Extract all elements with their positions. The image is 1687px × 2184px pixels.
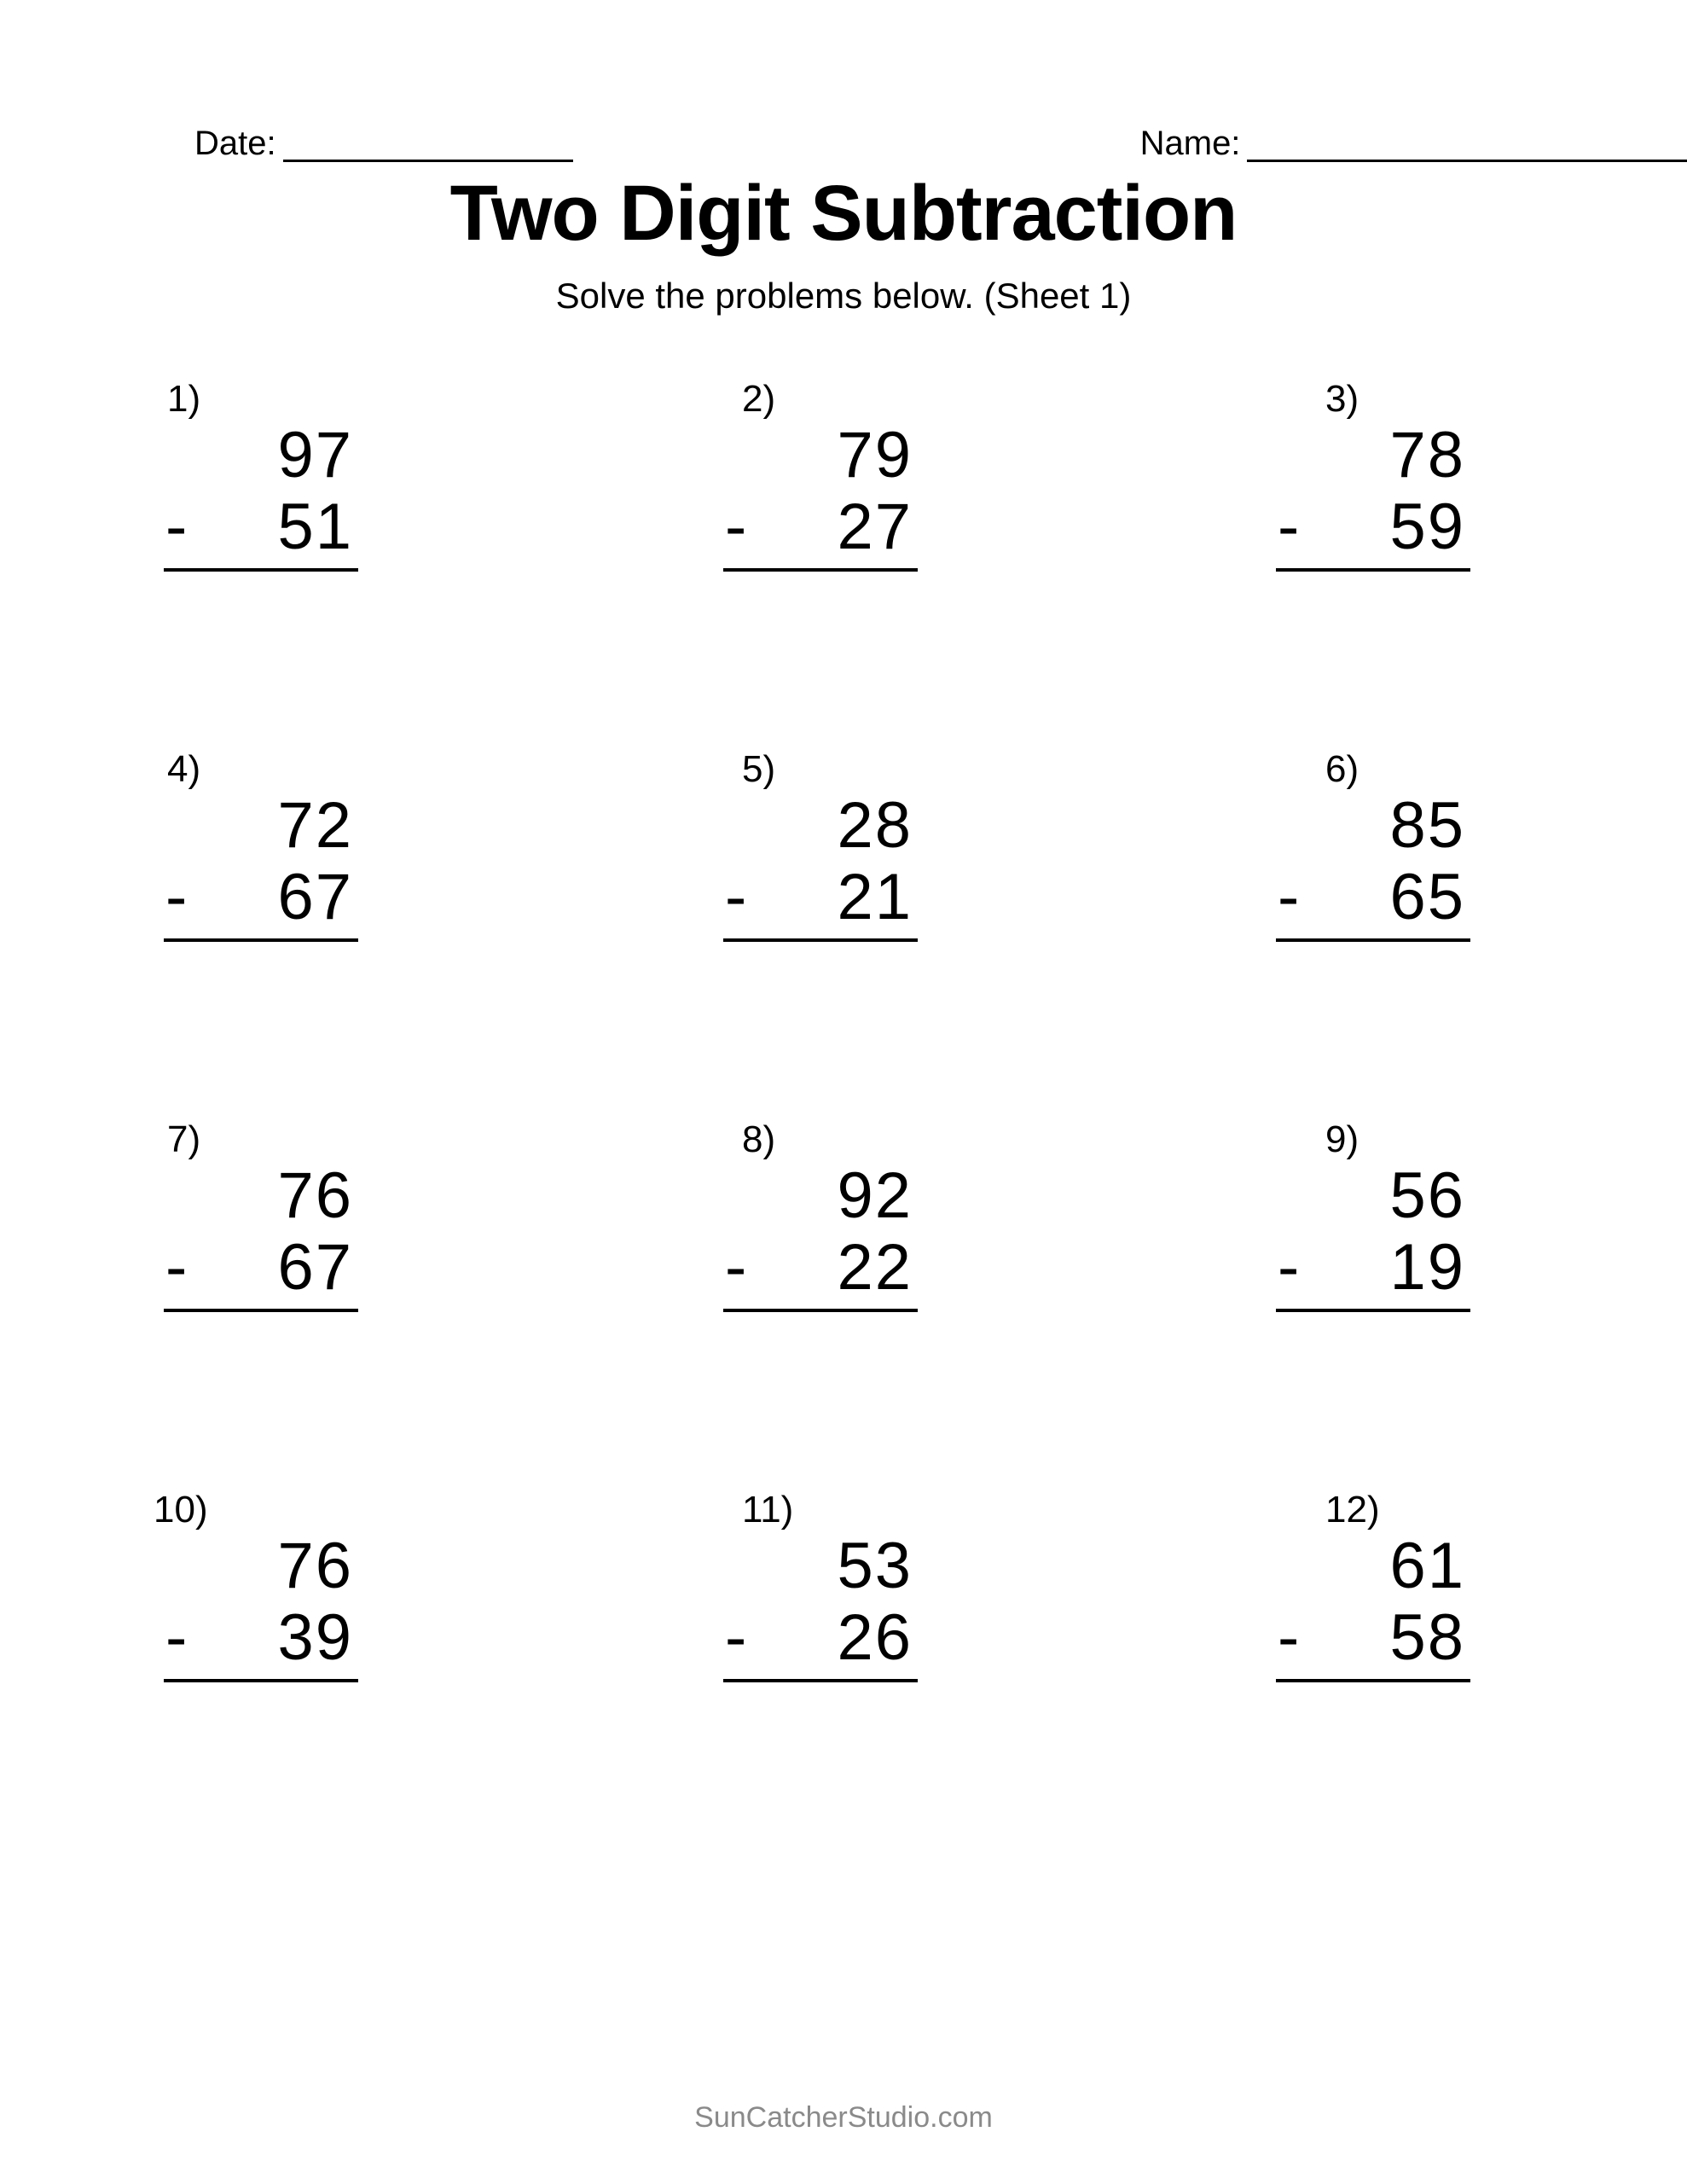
minuend: 72: [277, 789, 353, 862]
problem-body: [164, 420, 358, 572]
minus-sign-icon: -: [1278, 491, 1301, 563]
problem-number: 2): [742, 378, 776, 420]
subtrahend-row: [723, 1232, 918, 1304]
minuend: 97: [277, 419, 353, 491]
subtrahend: 27: [837, 491, 913, 563]
minus-sign-icon: -: [1278, 1601, 1301, 1674]
subtrahend: 39: [277, 1601, 353, 1674]
minus-sign-icon: -: [165, 1231, 189, 1304]
minuend: 85: [1389, 789, 1465, 862]
name-write-line[interactable]: [1247, 131, 1687, 162]
problem-number: 12): [1325, 1489, 1380, 1531]
problem-grid: [0, 379, 1687, 1860]
problem-number: 5): [742, 748, 776, 790]
minus-sign-icon: -: [1278, 1231, 1301, 1304]
minuend: 28: [837, 789, 913, 862]
problem-body: [723, 420, 918, 572]
minuend: 92: [837, 1159, 913, 1232]
problem-row: [154, 1119, 1533, 1490]
subtrahend: 22: [837, 1231, 913, 1304]
name-field[interactable]: [1140, 125, 1687, 162]
minus-sign-icon: -: [725, 1601, 749, 1674]
minus-sign-icon: -: [725, 861, 749, 933]
subtrahend-row: [1276, 1602, 1470, 1674]
problem-item: [703, 1490, 984, 1860]
problem-item: [154, 379, 435, 749]
problem-item: [1252, 1490, 1533, 1860]
answer-rule[interactable]: [1276, 1309, 1470, 1312]
page-title: Two Digit Subtraction: [449, 170, 1238, 257]
problem-body: [164, 1160, 358, 1312]
problem-number: 4): [167, 748, 201, 790]
minuend: 79: [837, 419, 913, 491]
answer-rule[interactable]: [1276, 938, 1470, 942]
answer-rule[interactable]: [164, 938, 358, 942]
problem-row: [154, 1490, 1533, 1860]
problem-number: 9): [1325, 1118, 1359, 1160]
problem-body: [1276, 1160, 1470, 1312]
answer-rule[interactable]: [1276, 1679, 1470, 1682]
subtrahend-row: [723, 491, 918, 563]
problem-row: [154, 749, 1533, 1119]
problem-number: 11): [742, 1489, 794, 1531]
subtrahend: 19: [1389, 1231, 1465, 1304]
minus-sign-icon: -: [165, 491, 189, 563]
subtrahend-row: [164, 1232, 358, 1304]
subtrahend: 26: [837, 1601, 913, 1674]
answer-rule[interactable]: [1276, 568, 1470, 572]
minus-sign-icon: -: [165, 861, 189, 933]
problem-body: [164, 1531, 358, 1682]
subtrahend: 67: [277, 861, 353, 933]
minus-sign-icon: -: [725, 1231, 749, 1304]
problem-body: [1276, 420, 1470, 572]
problem-number: 10): [154, 1489, 208, 1531]
problem-item: [154, 1490, 435, 1860]
subtrahend: 67: [277, 1231, 353, 1304]
minuend: 61: [1389, 1530, 1465, 1602]
problem-number: 7): [167, 1118, 201, 1160]
minuend: 76: [277, 1530, 353, 1602]
minus-sign-icon: -: [165, 1601, 189, 1674]
subtrahend-row: [1276, 491, 1470, 563]
answer-rule[interactable]: [164, 1309, 358, 1312]
answer-rule[interactable]: [723, 1309, 918, 1312]
problem-item: [154, 749, 435, 1119]
date-label: Date:: [194, 125, 276, 162]
subtrahend-row: [164, 1602, 358, 1674]
problem-body: [1276, 1531, 1470, 1682]
problem-number: 6): [1325, 748, 1359, 790]
problem-number: 1): [167, 378, 201, 420]
subtrahend-row: [1276, 1232, 1470, 1304]
name-label: Name:: [1139, 125, 1241, 162]
minus-sign-icon: -: [725, 491, 749, 563]
subtrahend-row: [723, 1602, 918, 1674]
minuend: 53: [837, 1530, 913, 1602]
problem-body: [723, 1531, 918, 1682]
subtrahend: 51: [277, 491, 353, 563]
problem-number: 8): [742, 1118, 776, 1160]
problem-body: [723, 790, 918, 942]
subtrahend-row: [164, 862, 358, 933]
worksheet-header: [0, 0, 1687, 162]
problem-number: 3): [1325, 378, 1359, 420]
date-write-line[interactable]: [283, 131, 573, 162]
problem-item: [1252, 1119, 1533, 1490]
answer-rule[interactable]: [164, 1679, 358, 1682]
minuend: 78: [1389, 419, 1465, 491]
page-subtitle: Solve the problems below. (Sheet 1): [555, 276, 1132, 316]
problem-body: [1276, 790, 1470, 942]
problem-body: [164, 790, 358, 942]
answer-rule[interactable]: [164, 568, 358, 572]
problem-row: [154, 379, 1533, 749]
problem-item: [154, 1119, 435, 1490]
problem-body: [723, 1160, 918, 1312]
subtrahend: 21: [837, 861, 913, 933]
problem-item: [703, 749, 984, 1119]
problem-item: [1252, 749, 1533, 1119]
subtrahend-row: [164, 491, 358, 563]
minuend: 76: [277, 1159, 353, 1232]
answer-rule[interactable]: [723, 1679, 918, 1682]
subtrahend: 58: [1389, 1601, 1465, 1674]
subtrahend: 59: [1389, 491, 1465, 563]
problem-item: [1252, 379, 1533, 749]
minus-sign-icon: -: [1278, 861, 1301, 933]
subtrahend: 65: [1389, 861, 1465, 933]
answer-rule[interactable]: [723, 938, 918, 942]
footer-credit: SunCatcherStudio.com: [694, 2101, 993, 2134]
problem-item: [703, 379, 984, 749]
problem-item: [703, 1119, 984, 1490]
date-field[interactable]: [194, 125, 573, 162]
answer-rule[interactable]: [723, 568, 918, 572]
subtrahend-row: [1276, 862, 1470, 933]
subtrahend-row: [723, 862, 918, 933]
minuend: 56: [1389, 1159, 1465, 1232]
